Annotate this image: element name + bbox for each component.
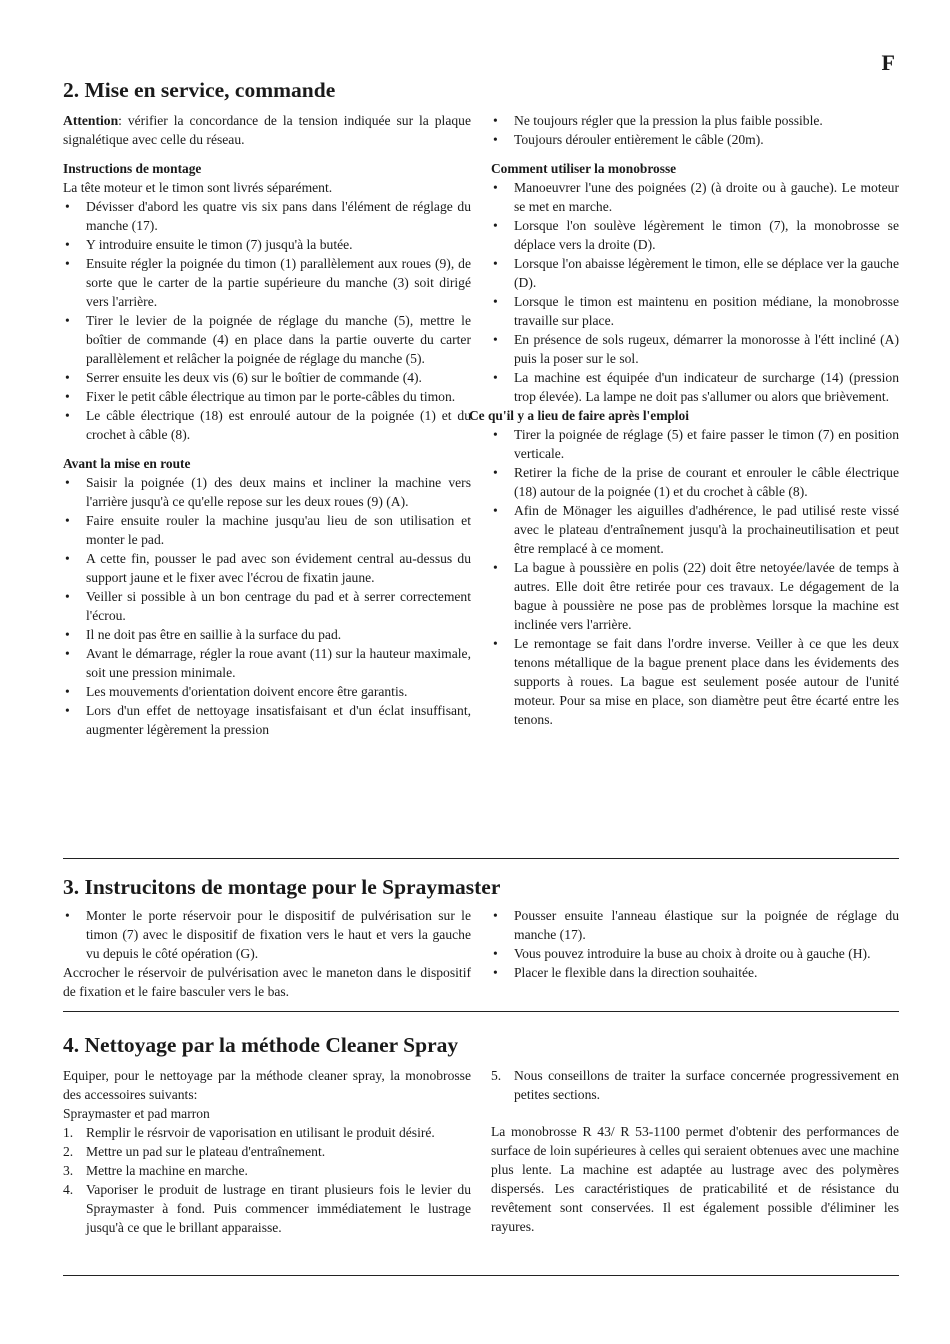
step-item <box>491 1066 899 1104</box>
section-spraymaster <box>63 874 899 1001</box>
cleaner-accessories: Spraymaster et pad marron <box>63 1106 210 1121</box>
montage-heading: Instructions de montage <box>63 161 202 176</box>
spray-left-paragraph: Accrocher le réservoir de pulvérisation avec le maneton dans le dispositif de fixation et le faire basculer vers le bas. <box>63 965 471 999</box>
list-item: • Faire ensuite rouler la machine jusqu'au lieu de son utilisation et monter le pad. <box>63 511 471 549</box>
list-item: • En présence de sols rugeux, démarrer la monorosse à l'étt incliné (A) puis la poser sur le sol. <box>491 330 899 368</box>
section-2-title: 2. Mise en service, commande <box>63 78 336 102</box>
step-number: 3. <box>63 1163 74 1178</box>
step-text: Vaporiser le produit de lustrage en tirant plusieurs fois le levier du Spraymaster à fond. Puis commencer immédiatement le lustrage jusqu'à ce que le brillant apparaisse. <box>86 1182 471 1235</box>
section-3-left-column <box>63 906 471 1001</box>
step-text: Remplir le résrvoir de vaporisation en utilisant le produit désiré. <box>86 1125 435 1140</box>
section-divider <box>63 1011 899 1012</box>
list-item: • Fixer le petit câble électrique au timon par le porte-câbles du timon. <box>63 387 471 406</box>
list-item: • Ensuite régler la poignée du timon (1) parallèlement aux roues (9), de sorte que le carter de la partie supérieure du manche (3) soit dirigé vers l'arrière. <box>63 254 471 311</box>
list-item: • Vous pouvez introduire la buse au choix à droite ou à gauche (H). <box>491 944 899 963</box>
list-item: • La bague à poussière en polis (22) doit être netoyée/lavée de temps à autres. Elle doit être retirée pour ces travaux. Le dégagement de la bague à poussière ne pose pas de problèmes lorsque la machine est inclinée vers l'arrière. <box>491 558 899 634</box>
list-item: • Retirer la fiche de la prise de courant et enrouler le câble électrique (18) autour de la poignée (1) et du crochet à câble (8). <box>491 463 899 501</box>
section-cleaner-spray <box>63 1032 899 1237</box>
section-2-left-column <box>63 111 471 739</box>
list-item: • Dévisser d'abord les quatre vis six pans dans l'élément de réglage du manche (17). <box>63 197 471 235</box>
cleaner-intro: Equiper, pour le nettoyage par la méthode cleaner spray, la monobrosse des accessoires suivants: <box>63 1068 471 1102</box>
step-number: 5. <box>491 1068 502 1083</box>
step-text: Mettre la machine en marche. <box>86 1163 248 1178</box>
attention-text: : vérifier la concordance de la tension indiquée sur la plaque signalétique avec celle du réseau. <box>63 113 471 147</box>
list-item: • Il ne doit pas être en saillie à la surface du pad. <box>63 625 471 644</box>
section-2-right-column <box>469 111 899 739</box>
section-3-right-column <box>491 906 899 1001</box>
list-item: • Manoeuvrer l'une des poignées (2) (à droite ou à gauche). Le moteur se met en marche. <box>491 178 899 216</box>
cleaner-steps-continued <box>491 1066 899 1104</box>
montage-intro: La tête moteur et le timon sont livrés séparément. <box>63 180 333 195</box>
montage-list <box>63 197 471 444</box>
step-text: Nous conseillons de traiter la surface concernée progressivement en petites sections. <box>514 1068 899 1102</box>
list-item: • Pousser ensuite l'anneau élastique sur la poignée de réglage du manche (17). <box>491 906 899 944</box>
step-item <box>63 1180 471 1237</box>
list-item: • Veiller si possible à un bon centrage du pad et à serrer correctement l'écrou. <box>63 587 471 625</box>
list-item: • Lorsque l'on soulève légèrement le timon (7), la monobrosse se déplace vers la droite (D). <box>491 216 899 254</box>
cleaner-steps <box>63 1123 471 1237</box>
section-divider <box>63 858 899 859</box>
spray-left-list <box>63 906 471 963</box>
list-item: • Lors d'un effet de nettoyage insatisfaisant et d'un éclat insuffisant, augmenter légèrement la pression <box>63 701 471 739</box>
step-item <box>63 1161 471 1180</box>
avant-heading: Avant la mise en route <box>63 456 191 471</box>
step-number: 1. <box>63 1125 74 1140</box>
list-item: • Placer le flexible dans la direction souhaitée. <box>491 963 899 982</box>
step-number: 4. <box>63 1182 74 1197</box>
step-item <box>63 1142 471 1161</box>
list-item: • Tirer la poignée de réglage (5) et faire passer le timon (7) en position verticale. <box>491 425 899 463</box>
list-item: • Saisir la poignée (1) des deux mains et incliner la machine vers l'arrière jusqu'à ce qu'elle repose sur les deux roues (9) (A). <box>63 473 471 511</box>
list-item: • A cette fin, pousser le pad avec son évidement central au-dessus du support jaune et le fixer avec l'écrou de fixatin jaune. <box>63 549 471 587</box>
apres-list <box>491 425 899 729</box>
list-item: • La machine est équipée d'un indicateur de surcharge (14) (pression trop élevée). La lampe ne doit pas s'allumer ou alors que brièvement. <box>491 368 899 406</box>
list-item: • Le remontage se fait dans l'ordre inverse. Veiller à ce que les deux tenons métallique de la bague prenent place dans les évidements des supports à roues. La bague est seulement posée autour de l'unité moteur. Pour sa mise en place, son diamètre peut être écarté entre les tenons. <box>491 634 899 729</box>
avant-list <box>63 473 471 739</box>
pressure-list <box>491 111 899 149</box>
list-item: • Serrer ensuite les deux vis (6) sur le boîtier de commande (4). <box>63 368 471 387</box>
section-4-right-column <box>491 1066 899 1237</box>
list-item: • Monter le porte réservoir pour le dispositif de pulvérisation sur le timon (7) avec le dispositif de fixation vers le haut et vers la gauche vu depuis le côté opération (G). <box>63 906 471 963</box>
list-item: • Ne toujours régler que la pression la plus faible possible. <box>491 111 899 130</box>
comment-heading: Comment utiliser la monobrosse <box>491 161 677 176</box>
section-4-left-column <box>63 1066 471 1237</box>
apres-heading: Ce qu'il y a lieu de faire après l'emploi <box>469 408 689 423</box>
page-section-letter: F <box>881 50 895 75</box>
list-item: • Les mouvements d'orientation doivent encore être garantis. <box>63 682 471 701</box>
comment-list <box>491 178 899 406</box>
attention-paragraph <box>63 111 471 149</box>
cleaner-closing-paragraph: La monobrosse R 43/ R 53-1100 permet d'obtenir des performances de surface de loin supérieures à celles qui seraient obtenues avec une machine plus lente. La machine est adaptée au lustrage avec des polymères dispersés. Les caractéristiques de praticabilité et de résistance du revêtement sont conservées. Il est également possible d'éliminer les rayures. <box>491 1124 900 1234</box>
list-item: • Avant le démarrage, régler la roue avant (11) sur la hauteur maximale, soit une pression minimale. <box>63 644 471 682</box>
spray-right-list <box>491 906 899 982</box>
step-item <box>63 1123 471 1142</box>
section-mise-en-service <box>63 77 899 739</box>
section-3-title: 3. Instrucitons de montage pour le Spraymaster <box>63 875 501 899</box>
list-item: • Toujours dérouler entièrement le câble (20m). <box>491 130 899 149</box>
list-item: • Lorsque l'on abaisse légèrement le timon, elle se déplace ver la gauche (D). <box>491 254 899 292</box>
page-bottom-rule <box>63 1275 899 1276</box>
list-item: • Lorsque le timon est maintenu en position médiane, la monobrosse travaille sur place. <box>491 292 899 330</box>
attention-label: Attention <box>63 113 119 128</box>
list-item: • Y introduire ensuite le timon (7) jusqu'à la butée. <box>63 235 471 254</box>
section-4-title: 4. Nettoyage par la méthode Cleaner Spray <box>63 1033 459 1057</box>
list-item: • Tirer le levier de la poignée de réglage du manche (5), mettre le boîtier de commande (4) en place dans la partie ouverte du carter parallèlement et relâcher la poignée de réglage du manche (5). <box>63 311 471 368</box>
list-item: • Afin de Mönager les aiguilles d'adhérence, le pad utilisé reste vissé avec le plateau d'entraînement jusqu'à la prochaineutilisation et peut être remplacé à ce moment. <box>491 501 899 558</box>
step-text: Mettre un pad sur le plateau d'entraînement. <box>86 1144 326 1159</box>
step-number: 2. <box>63 1144 74 1159</box>
list-item: • Le câble électrique (18) est enroulé autour de la poignée (1) et du crochet à câble (8). <box>63 406 471 444</box>
